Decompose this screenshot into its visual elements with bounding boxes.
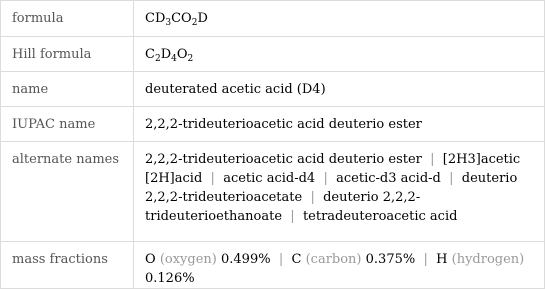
alternate-name: tetradeuteroacetic acid [302, 209, 458, 224]
hill-formula-subscript: 4 [171, 54, 177, 64]
hill-formula-subscript: 2 [154, 54, 161, 64]
element-symbol: O [145, 252, 156, 267]
separator: | [278, 252, 284, 267]
name-value: deuterated acetic acid (D4) [134, 72, 545, 107]
formula-part: CD [145, 11, 166, 26]
alternate-name: [2H3]acetic [2H]acid [145, 152, 521, 186]
mass-fractions-row [1, 242, 545, 289]
hill-formula-subscript: 2 [187, 54, 194, 64]
alternate-name: acetic acid-d4 [223, 171, 316, 186]
formula-value [134, 1, 545, 37]
separator: | [323, 171, 328, 186]
mass-fractions-label: mass fractions [1, 242, 134, 289]
alternate-names-value [134, 142, 545, 242]
element-symbol: H [436, 252, 448, 267]
separator: | [449, 171, 454, 186]
hill-formula-part: C [145, 47, 155, 62]
alternate-name: deuterio 2,2,2-trideuterioethanoate [145, 190, 421, 224]
formula-part: D [197, 11, 208, 26]
formula-part: CO [171, 11, 192, 26]
hill-formula-row [1, 37, 545, 72]
formula-subscript: 3 [165, 18, 172, 28]
name-label: name [1, 72, 134, 107]
element-name: (carbon) [305, 252, 362, 267]
alternate-name: acetic-d3 acid-d [336, 171, 441, 186]
element-name: (oxygen) [159, 252, 217, 267]
mass-fractions-value [134, 242, 545, 289]
formula-row [1, 1, 545, 37]
alternate-name: deuterio 2,2,2-trideuterioacetate [145, 171, 518, 205]
iupac-name-row [1, 107, 545, 142]
mass-fraction-value: 0.499% [221, 252, 271, 267]
hill-formula-label: Hill formula [1, 37, 134, 72]
name-row [1, 72, 545, 107]
element-name: (hydrogen) [451, 252, 525, 267]
separator: | [210, 171, 215, 186]
mass-fraction-value: 0.126% [145, 271, 195, 286]
element-symbol: C [291, 252, 302, 267]
hill-formula-value [134, 37, 545, 72]
separator: | [423, 252, 428, 267]
separator: | [430, 152, 435, 167]
formula-subscript: 2 [191, 18, 198, 28]
hill-formula-part: O [176, 47, 188, 62]
separator: | [290, 209, 295, 224]
alternate-name: 2,2,2-trideuterioacetic acid deuterio ester [145, 152, 422, 167]
iupac-name-value: 2,2,2-trideuterioacetic acid deuterio ester [134, 107, 545, 142]
hill-formula-part: D [160, 47, 172, 62]
formula-label: formula [1, 1, 134, 37]
separator: | [310, 190, 315, 205]
alternate-names-row [1, 142, 545, 242]
iupac-name-label: IUPAC name [1, 107, 134, 142]
alternate-names-label: alternate names [1, 142, 134, 242]
mass-fraction-value: 0.375% [365, 252, 416, 267]
